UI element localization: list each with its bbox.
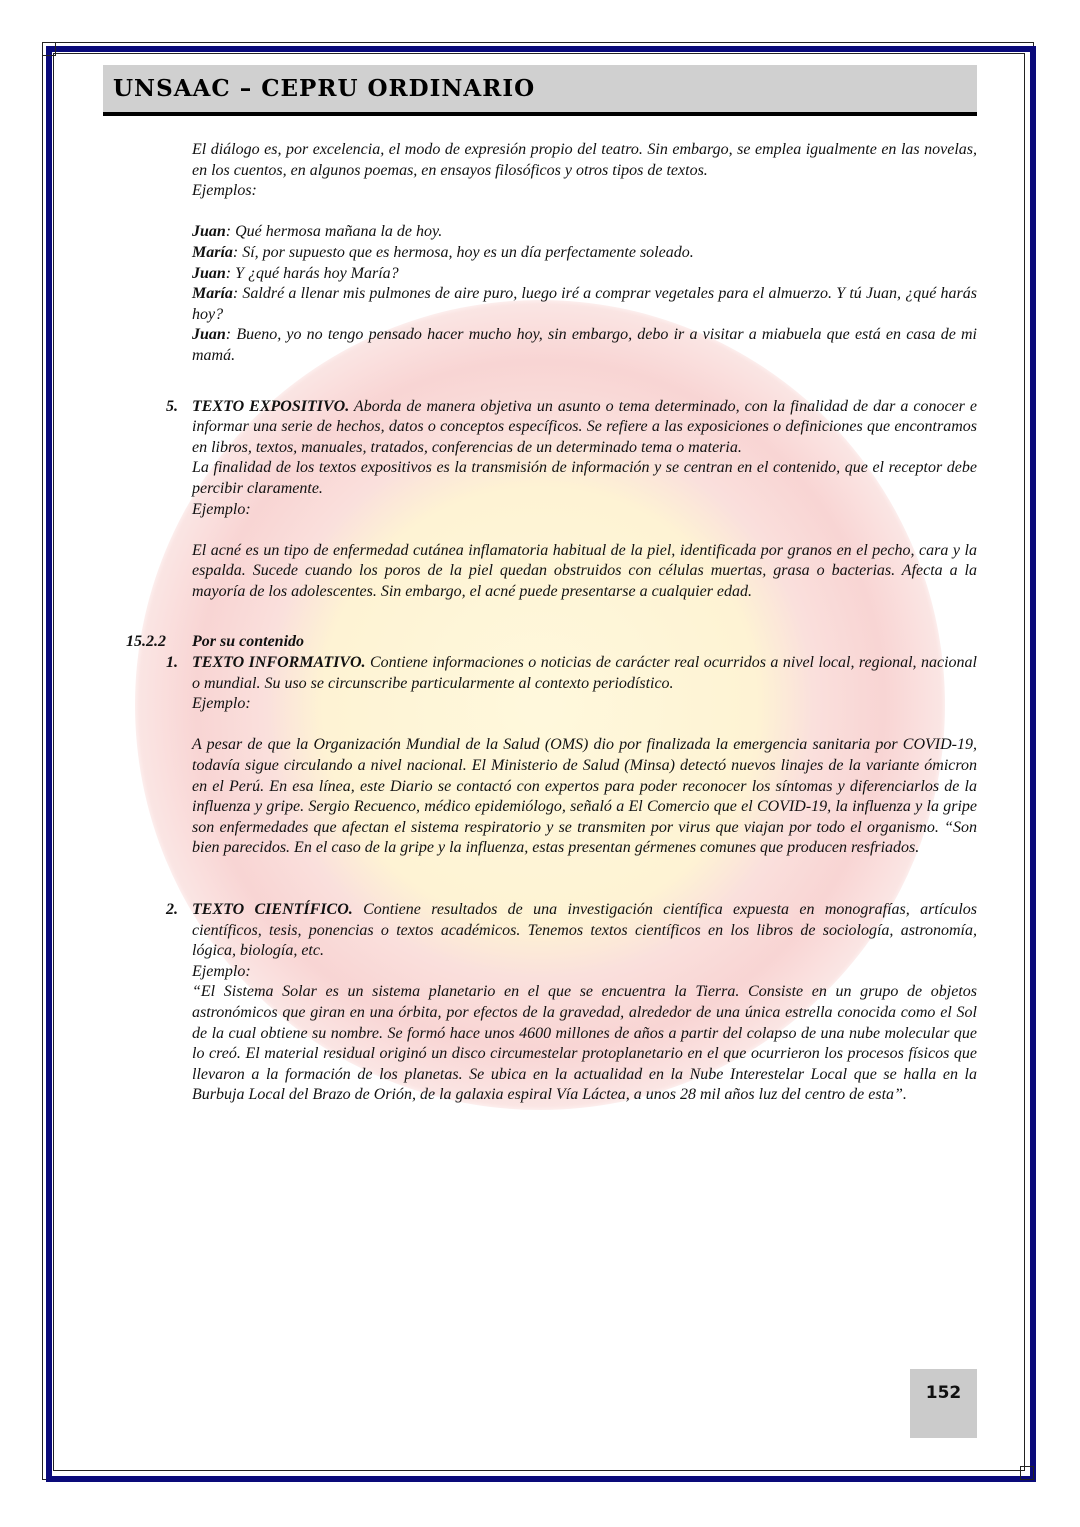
example-label: Ejemplo: xyxy=(192,695,251,713)
page-content xyxy=(126,140,978,1106)
item-texto-expositivo xyxy=(166,397,978,603)
border-corner xyxy=(42,42,56,56)
dialogue-line: Juan: Bueno, yo no tengo pensado hacer mucho hoy, sin embargo, debo ir a visitar a miabuela que está en casa de mi mamá. xyxy=(192,326,977,364)
dialogue-line: María: Saldré a llenar mis pulmones de aire puro, luego iré a comprar vegetales para el almuerzo. Y tú Juan, ¿qué harás hoy? xyxy=(192,285,977,323)
section-heading xyxy=(126,632,977,653)
example-text: El acné es un tipo de enfermedad cutánea inflamatoria habitual de la piel, identificada por granos en el pecho, cara y la espalda. Sucede cuando los poros de la piel quedan obstruidos con células muertas, grasa o bacterias. Afecta a la mayoría de los adolescentes. Sin embargo, el acné puede presentarse a cualquier edad. xyxy=(192,541,977,600)
header-title: UNSAAC – CEPRU ORDINARIO xyxy=(113,75,536,102)
page-number: 152 xyxy=(925,1383,962,1403)
example-label: Ejemplo: xyxy=(192,500,251,518)
item-texto-informativo xyxy=(166,653,978,859)
border-corner xyxy=(1020,1466,1034,1480)
item-texto-cientifico xyxy=(166,900,978,1106)
intro-text: El diálogo es, por excelencia, el modo de expresión propio del teatro. Sin embargo, se emplea igualmente en las novelas, en los cuentos, en algunos poemas, en ensayos filosóficos y otros tipos de textos. xyxy=(192,141,977,179)
dialogue-line: María: Sí, por supuesto que es hermosa, hoy es un día perfectamente soleado. xyxy=(192,243,694,261)
dialogue-line: Juan: Qué hermosa mañana la de hoy. xyxy=(192,223,443,241)
dialogue-example xyxy=(192,222,977,366)
item-text: TEXTO CIENTÍFICO. Contiene resultados de una investigación científica expuesta en monografías, artículos científicos, tesis, ponencias o textos académicos. Tenemos textos científicos en los libros de sociología, astronomía, lógica, biología, etc. xyxy=(192,901,978,960)
item-text: La finalidad de los textos expositivos es la transmisión de información y se centran en el contenido, que el receptor debe percibir claramente. xyxy=(192,459,977,497)
dialogue-line: Juan: Y ¿qué harás hoy María? xyxy=(192,264,399,282)
example-label: Ejemplo: xyxy=(192,962,251,980)
page-header xyxy=(103,65,977,116)
example-text: A pesar de que la Organización Mundial de la Salud (OMS) dio por finalizada la emergencia sanitaria por COVID-19, todavía sigue circulando a nivel nacional. El Ministerio de Salud (Minsa) detectó nuevos linajes de la variante ómicron en el Perú. En esa línea, este Diario se contactó con expertos para poder reconocer los síntomas y diferenciarlos de la influenza y gripe. Sergio Recuenco, médico epidemiólogo, señaló a El Comercio que el COVID-19, la influenza y la gripe son enfermedades que afectan el sistema respiratorio y se transmiten por virus que viajan por todo el organismo. “Son bien parecidos. En el caso de la gripe y la influenza, estas presentan gérmenes comunes que producen resfriados. xyxy=(192,736,977,857)
section-number: 15.2.2 xyxy=(126,633,166,651)
item-number: 5. xyxy=(166,397,178,415)
item-number: 1. xyxy=(166,654,178,672)
intro-paragraph xyxy=(192,140,977,202)
item-text: TEXTO INFORMATIVO. Contiene informaciones o noticias de carácter real ocurridos a nivel local, regional, nacional o mundial. Su uso se circunscribe particularmente al contexto periodístico. xyxy=(192,654,978,692)
item-number: 2. xyxy=(166,901,178,918)
examples-label: Ejemplos: xyxy=(192,182,257,200)
page-number-box xyxy=(910,1369,977,1438)
section-title: Por su contenido xyxy=(192,633,305,651)
item-text: TEXTO EXPOSITIVO. Aborda de manera objetiva un asunto o tema determinado, con la finalidad de dar a conocer e informar una serie de hechos, datos o conceptos específicos. Se refiere a las exposiciones o definiciones que encontramos en libros, textos, manuales, tratados, conferencias de un determinado tema o materia. xyxy=(192,397,978,456)
example-text: “El Sistema Solar es un sistema planetario en el que se encuentra la Tierra. Consiste en un grupo de objetos astronómicos que giran en una órbita, por efectos de la gravedad, alrededor de una única estrella conocida como el Sol de la cual obtiene su nombre. Se formó hace unos 4600 millones de años a partir del colapso de una nube molecular que lo creó. El material residual originó un disco circumestelar protoplanetario en el que ocurrieron los procesos físicos que llevaron a la formación de los planetas. Se ubica en la actualidad en la Nube Interestelar Local que se halla en la Burbuja Local del Brazo de Orión, de la galaxia espiral Vía Láctea, a unos 28 mil años luz del centro de esta”. xyxy=(192,983,977,1104)
